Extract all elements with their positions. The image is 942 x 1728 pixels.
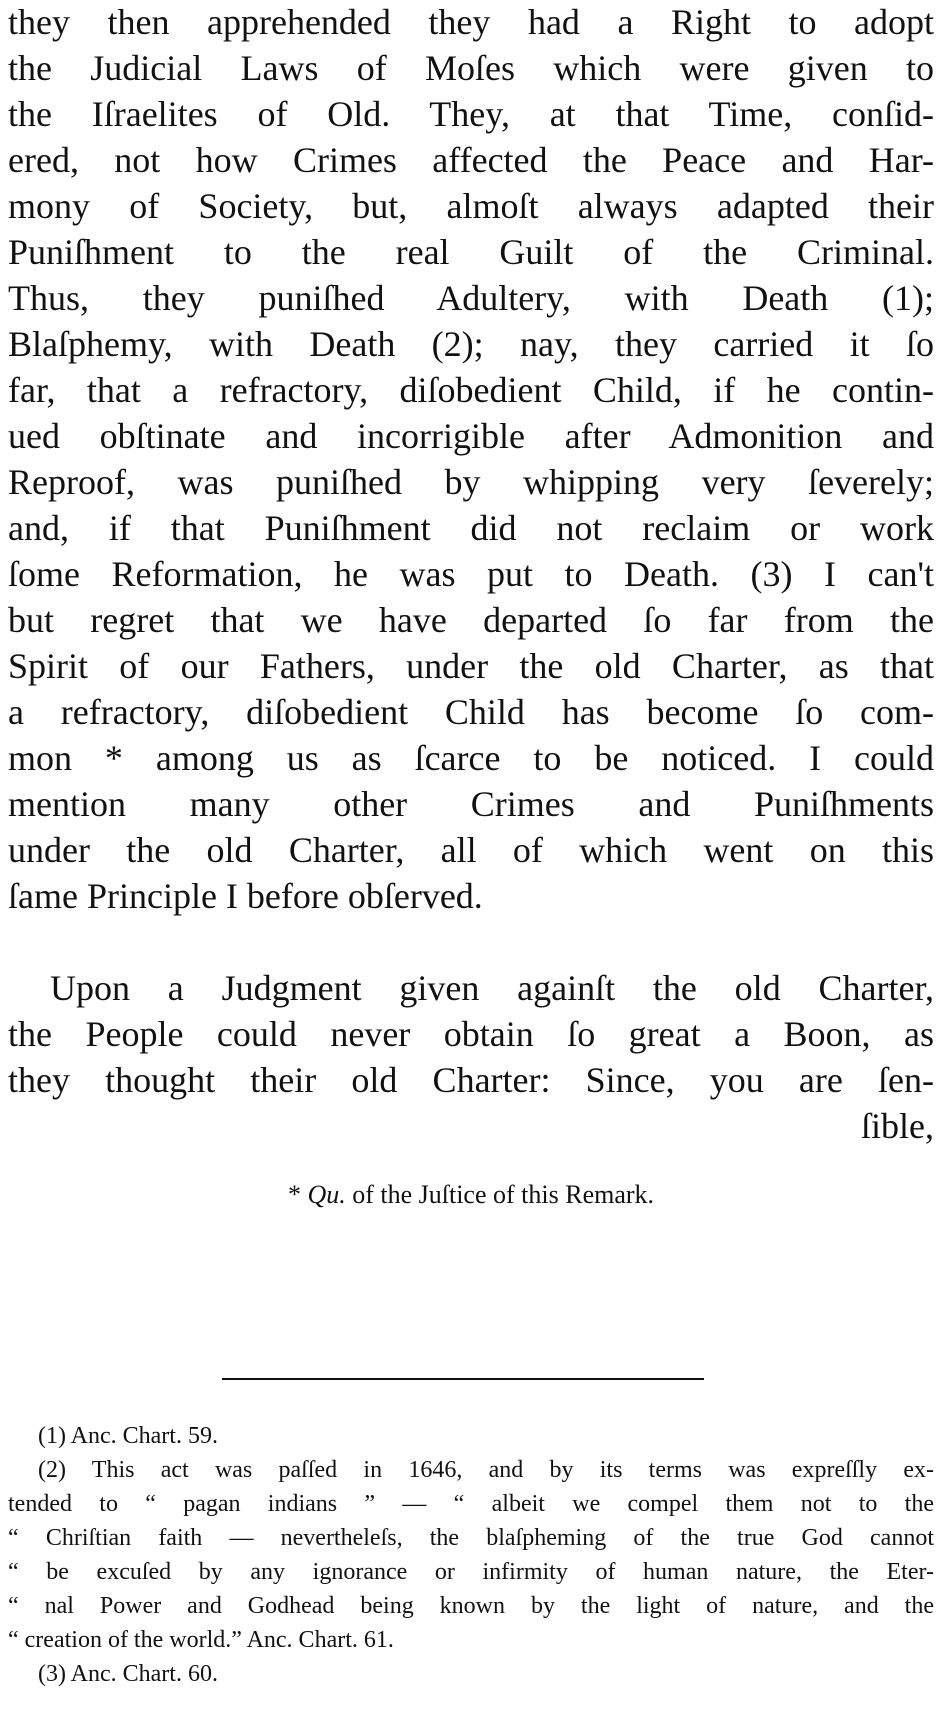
body-text-line: far, that a refractory, diſobedient Child, if he contin- (8, 370, 934, 410)
body-text-line: under the old Charter, all of which went on this (8, 830, 934, 870)
body-text-line: Puniſhment to the real Guilt of the Criminal. (8, 232, 934, 272)
footnote-rule (222, 1378, 704, 1380)
footnote-line: “ Chriſtian faith — neverthelеſs, the blaſpheming of the true God cannot (8, 1525, 934, 1551)
body-text-line: ered, not how Crimes affected the Peace and Har- (8, 140, 934, 180)
body-text-line: they thought their old Charter: Since, you are ſen- (8, 1060, 934, 1100)
footnote-line: tended to “ pagan indians ” — “ albeit we compel them not to the (8, 1491, 934, 1517)
body-text-line: but regret that we have departed ſo far from the (8, 600, 934, 640)
star-footnote (0, 1182, 942, 1208)
footnote-line: “ be excuſed by any ignorance or infirmity of human nature, the Eter- (8, 1559, 934, 1585)
body-text-line: the Judicial Laws of Moſes which were given to (8, 48, 934, 88)
body-text-line: mon * among us as ſcarce to be noticed. I could (8, 738, 934, 778)
body-text-line: mony of Society, but, almoſt always adapted their (8, 186, 934, 226)
catchword: ſible, (861, 1106, 934, 1146)
footnote-line: (1) Anc. Chart. 59. (38, 1423, 218, 1449)
body-text-line: Reproof, was puniſhed by whipping very ſeverely; (8, 462, 934, 502)
body-text-line: Upon a Judgment given againſt the old Charter, (50, 968, 934, 1008)
body-text-line: ſome Reformation, he was put to Death. (3) I can't (8, 554, 934, 594)
body-text-line: Blaſphemy, with Death (2); nay, they carried it ſo (8, 324, 934, 364)
body-text-line: Spirit of our Fathers, under the old Charter, as that (8, 646, 934, 686)
body-text-line: the Iſraelites of Old. They, at that Time, conſid- (8, 94, 934, 134)
star-footnote-marker: * (287, 1180, 308, 1209)
footnote-line: “ creation of the world.” Anc. Chart. 61. (8, 1627, 394, 1653)
body-text-line: the People could never obtain ſo great a Boon, as (8, 1014, 934, 1054)
footnote-line: (3) Anc. Chart. 60. (38, 1661, 218, 1687)
footnote-line: (2) This act was paſſed in 1646, and by its terms was expreſſly ex- (38, 1457, 934, 1483)
body-text-line: mention many other Crimes and Puniſhments (8, 784, 934, 824)
star-footnote-abbrev: Qu. (307, 1180, 346, 1209)
body-text-line: a refractory, diſobedient Child has become ſo com- (8, 692, 934, 732)
body-text-line: ued obſtinate and incorrigible after Admonition and (8, 416, 934, 456)
star-footnote-text: of the Juſtice of this Remark. (345, 1180, 655, 1209)
body-text-line: ſame Principle I before obſerved. (8, 876, 483, 916)
body-text-line: and, if that Puniſhment did not reclaim or work (8, 508, 934, 548)
body-text-line: Thus, they puniſhed Adultery, with Death (1); (8, 278, 934, 318)
footnote-line: “ nal Power and Godhead being known by the light of nature, and the (8, 1593, 934, 1619)
body-text-line: they then apprehended they had a Right to adopt (8, 2, 934, 42)
